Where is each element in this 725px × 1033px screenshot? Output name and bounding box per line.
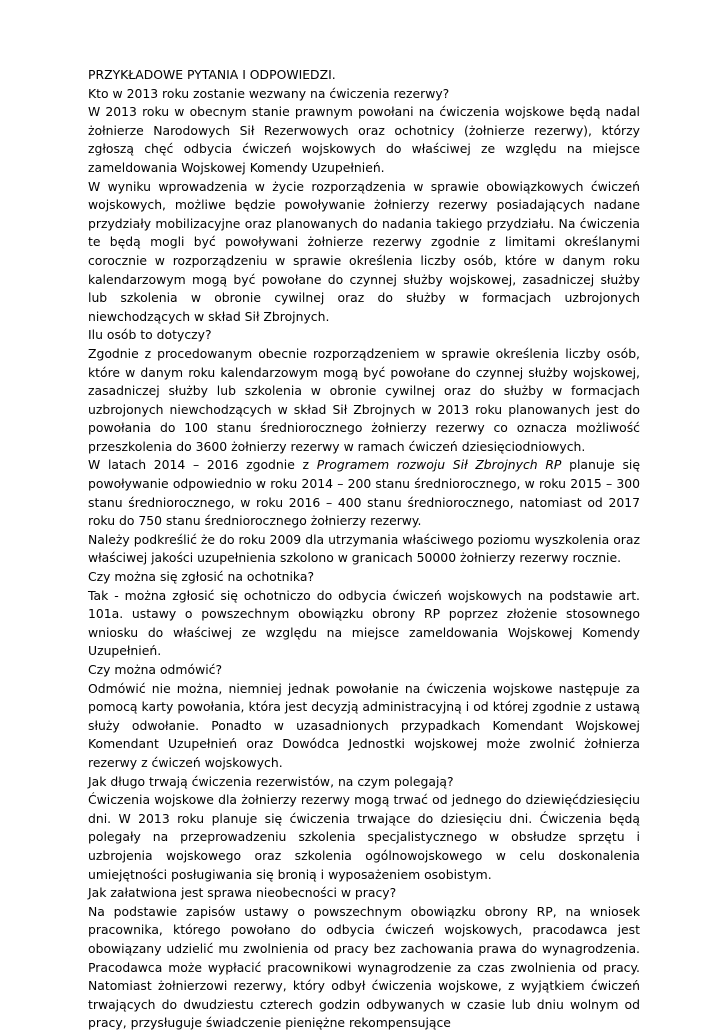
question: Czy można się zgłosić na ochotnika? — [88, 569, 315, 585]
program-title: Programem rozwoju Sił Zbrojnych RP — [316, 457, 562, 473]
document-body — [88, 66, 640, 1033]
answer-paragraph: Ćwiczenia wojskowe dla żołnierzy rezerwy mogą trwać od jednego do dziewięćdziesięciu dni. W 2013 roku planuje się ćwiczenia trwające do dziesięciu dni. Ćwiczenia będą polegały na przeprowadzeniu szkolenia specjalistycznego w obsłudze sprzętu i uzbrojenia wojskowego oraz szkolenia ogólnowojskowego w celu doskonalenia umiejętności posługiwania się bronią i wyposażeniem osobistym. — [88, 792, 640, 882]
answer-paragraph: Tak - można zgłosić się ochotniczo do odbycia ćwiczeń wojskowych na podstawie art. 101a. ustawy o powszechnym obowiązku obrony RP poprzez złożenie stosownego wniosku do właściwej ze względu na miejsce zameldowania Wojskowej Komendy Uzupełnień. — [88, 587, 640, 659]
question: Jak długo trwają ćwiczenia rezerwistów, na czym polegają? — [88, 773, 454, 789]
answer-text: planuje się powoływanie odpowiednio w roku 2014 – 200 stanu średniorocznego, w roku 2015 – 300 stanu średniorocznego, w roku 2016 – 400 stanu średniorocznego, natomiast od 2017 roku do 750 stanu średniorocznego żołnierzy rezerwy. — [88, 457, 640, 529]
question: Kto w 2013 roku zostanie wezwany na ćwiczenia rezerwy? — [88, 85, 450, 101]
answer-paragraph: W wyniku wprowadzenia w życie rozporządzenia w sprawie obowiązkowych ćwiczeń wojskowych, możliwe będzie powoływanie żołnierzy rezerwy posiadających nadane przydziały mobilizacyjne oraz planowanych do nadania takiego przydziału. Na ćwiczenia te będą mogli być powoływani żołnierze rezerwy zgodnie z limitami określanymi corocznie w rozporządzeniu w sprawie określenia liczby osób, które w danym roku kalendarzowym mogą być powołane do czynnej służby wojskowej, zasadniczej służby lub szkolenia w obronie cywilnej oraz do służby w formacjach uzbrojonych niewchodzących w skład Sił Zbrojnych. — [88, 178, 640, 324]
answer-paragraph: W 2013 roku w obecnym stanie prawnym powołani na ćwiczenia wojskowe będą nadal żołnierze Narodowych Sił Rezerwowych oraz ochotnicy (żołnierze rezerwy), którzy zgłoszą chęć odbycia ćwiczeń wojskowych do właściwej ze względu na miejsce zameldowania Wojskowej Komendy Uzupełnień. — [88, 104, 640, 175]
answer-paragraph: Na podstawie zapisów ustawy o powszechnym obowiązku obrony RP, na wniosek pracownika, którego powołano do odbycia ćwiczeń wojskowych, pracodawca jest obowiązany udzielić mu zwolnienia od pracy bez zachowania prawa do wynagrodzenia. Pracodawca może wypłacić pracownikowi wynagrodzenie za czas zwolnienia od pracy. Natomiast żołnierzowi rezerwy, który odbył ćwiczenia wojskowe, z wyjątkiem ćwiczeń trwających do dwudziestu czterech godzin odbywanych w czasie lub dniu wolnym od pracy, przysługuje świadczenie pieniężne rekompensujące — [88, 903, 640, 1031]
question: Czy można odmówić? — [88, 662, 223, 677]
document-heading: PRZYKŁADOWE PYTANIA I ODPOWIEDZI. — [88, 67, 336, 82]
answer-text: W latach 2014 – 2016 zgodnie z — [88, 457, 317, 473]
question: Ilu osób to dotyczy? — [88, 327, 212, 343]
question: Jak załatwiona jest sprawa nieobecności w pracy? — [88, 885, 397, 901]
answer-paragraph: Odmówić nie można, niemniej jednak powołanie na ćwiczenia wojskowe następuje za pomocą karty powołania, która jest decyzją administracyjną i od której zgodnie z ustawą służy odwołanie. Ponadto w uzasadnionych przypadkach Komendant Wojskowej Komendant Uzupełnień oraz Dowódca Jednostki wojskowej może zwolnić żołnierza rezerwy z ćwiczeń wojskowych. — [88, 680, 640, 770]
answer-paragraph — [88, 456, 640, 530]
answer-paragraph: Zgodnie z procedowanym obecnie rozporządzeniem w sprawie określenia liczby osób, które w danym roku kalendarzowym mogą być powołane do czynnej służby wojskowej, zasadniczej służby lub szkolenia w obronie cywilnej oraz do służby w formacjach uzbrojonych niewchodzących w skład Sił Zbrojnych w 2013 roku planowanych jest do powołania do 100 stanu średniorocznego żołnierzy rezerwy co oznacza możliwość przeszkolenia do 3600 żołnierzy rezerwy w ramach ćwiczeń dziesięciodniowych. — [88, 345, 640, 454]
answer-paragraph: Należy podkreślić że do roku 2009 dla utrzymania właściwego poziomu wyszkolenia oraz właściwej jakości uzupełnienia szkolono w granicach 50000 żołnierzy rezerwy rocznie. — [88, 531, 640, 566]
